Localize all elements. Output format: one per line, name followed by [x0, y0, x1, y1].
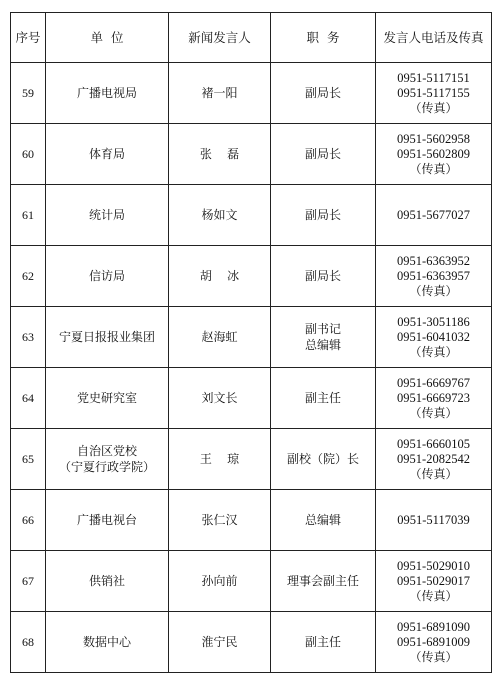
row-contact: [376, 429, 492, 490]
phone-number: 0951-5117151: [397, 70, 470, 85]
row-position: [271, 307, 376, 368]
row-unit: [46, 63, 169, 124]
row-index: 66: [11, 490, 46, 551]
row-unit: [46, 612, 169, 673]
phone-number: 0951-6363957: [397, 268, 470, 283]
phone-number: 0951-6660105: [397, 436, 470, 451]
row-contact: [376, 185, 492, 246]
table-row: [11, 307, 492, 368]
row-contact: [376, 246, 492, 307]
phone-number: 0951-5029010: [397, 558, 470, 573]
table-row: [11, 124, 492, 185]
position-line: 副主任: [304, 635, 341, 649]
row-spokesperson: 赵海虹: [169, 307, 271, 368]
header-contact: 发言人电话及传真: [376, 13, 492, 63]
phone-number: 0951-5117155: [397, 85, 470, 100]
row-position: [271, 551, 376, 612]
table-row: [11, 368, 492, 429]
header-unit: 单 位: [46, 13, 169, 63]
unit-name-line: 自治区党校: [76, 444, 137, 458]
unit-name-line: 广播电视局: [76, 86, 137, 100]
row-unit: [46, 124, 169, 185]
table-row: [11, 185, 492, 246]
row-index: 63: [11, 307, 46, 368]
row-spokesperson: 张仁汉: [169, 490, 271, 551]
phone-number: 0951-5677027: [397, 207, 470, 222]
row-index: 59: [11, 63, 46, 124]
phone-number: 0951-2082542: [397, 451, 470, 466]
table-header: [11, 13, 492, 63]
row-position: [271, 246, 376, 307]
phone-number: 0951-6669723: [397, 390, 470, 405]
row-spokesperson: 淮宁民: [169, 612, 271, 673]
phone-number: 0951-6041032: [397, 329, 470, 344]
row-spokesperson: 孙向前: [169, 551, 271, 612]
fax-label: （传真）: [409, 344, 458, 359]
row-contact: [376, 490, 492, 551]
row-position: [271, 429, 376, 490]
row-spokesperson: 杨如文: [169, 185, 271, 246]
table-row: [11, 246, 492, 307]
phone-number: 0951-6669767: [397, 375, 470, 390]
fax-label: （传真）: [409, 283, 458, 298]
row-unit: [46, 368, 169, 429]
row-contact: [376, 124, 492, 185]
row-position: [271, 612, 376, 673]
table-row: [11, 63, 492, 124]
row-unit: [46, 551, 169, 612]
position-line: 总编辑: [304, 338, 341, 352]
row-position: [271, 185, 376, 246]
position-line: 副局长: [304, 86, 341, 100]
unit-name-line: 供销社: [88, 574, 125, 588]
table-row: [11, 551, 492, 612]
row-index: 65: [11, 429, 46, 490]
header-position: 职 务: [271, 13, 376, 63]
row-index: 61: [11, 185, 46, 246]
fax-label: （传真）: [409, 405, 458, 420]
row-index: 62: [11, 246, 46, 307]
position-line: 副局长: [304, 208, 341, 222]
fax-label: （传真）: [409, 466, 458, 481]
position-line: 副书记: [304, 322, 341, 336]
spokesperson-table: [10, 12, 492, 673]
fax-label: （传真）: [409, 588, 458, 603]
fax-label: （传真）: [409, 649, 458, 664]
phone-number: 0951-5029017: [397, 573, 470, 588]
phone-number: 0951-6363952: [397, 253, 470, 268]
phone-number: 0951-5117039: [397, 512, 470, 527]
row-index: 68: [11, 612, 46, 673]
row-index: 60: [11, 124, 46, 185]
table-body: [11, 63, 492, 673]
row-contact: [376, 307, 492, 368]
fax-label: （传真）: [409, 161, 458, 176]
table-row: [11, 612, 492, 673]
unit-name-line: 广播电视台: [76, 513, 137, 527]
position-line: 理事会副主任: [286, 574, 359, 588]
phone-number: 0951-5602958: [397, 131, 470, 146]
position-line: 副校（院）长: [286, 452, 359, 466]
phone-number: 0951-5602809: [397, 146, 470, 161]
row-unit: [46, 185, 169, 246]
position-line: 副局长: [304, 147, 341, 161]
table-row: [11, 490, 492, 551]
row-contact: [376, 368, 492, 429]
unit-name-line: （宁夏行政学院）: [58, 460, 155, 474]
header-spokesperson: 新闻发言人: [169, 13, 271, 63]
phone-number: 0951-3051186: [397, 314, 470, 329]
row-spokesperson: 王 琼: [169, 429, 271, 490]
phone-number: 0951-6891090: [397, 619, 470, 634]
row-index: 67: [11, 551, 46, 612]
row-contact: [376, 551, 492, 612]
row-position: [271, 490, 376, 551]
row-unit: [46, 246, 169, 307]
row-unit: [46, 490, 169, 551]
row-contact: [376, 63, 492, 124]
row-spokesperson: 刘文长: [169, 368, 271, 429]
unit-name-line: 体育局: [88, 147, 125, 161]
row-position: [271, 63, 376, 124]
phone-number: 0951-6891009: [397, 634, 470, 649]
row-contact: [376, 612, 492, 673]
position-line: 副局长: [304, 269, 341, 283]
header-row: [11, 13, 492, 63]
row-spokesperson: 褚一阳: [169, 63, 271, 124]
header-index: 序号: [11, 13, 46, 63]
row-unit: [46, 429, 169, 490]
unit-name-line: 数据中心: [82, 635, 131, 649]
row-spokesperson: 张 磊: [169, 124, 271, 185]
row-position: [271, 368, 376, 429]
row-index: 64: [11, 368, 46, 429]
row-unit: [46, 307, 169, 368]
unit-name-line: 宁夏日报报业集团: [58, 330, 155, 344]
position-line: 总编辑: [304, 513, 341, 527]
unit-name-line: 统计局: [88, 208, 125, 222]
row-position: [271, 124, 376, 185]
position-line: 副主任: [304, 391, 341, 405]
unit-name-line: 信访局: [88, 269, 125, 283]
table-row: [11, 429, 492, 490]
row-spokesperson: 胡 冰: [169, 246, 271, 307]
unit-name-line: 党史研究室: [76, 391, 137, 405]
fax-label: （传真）: [409, 100, 458, 115]
